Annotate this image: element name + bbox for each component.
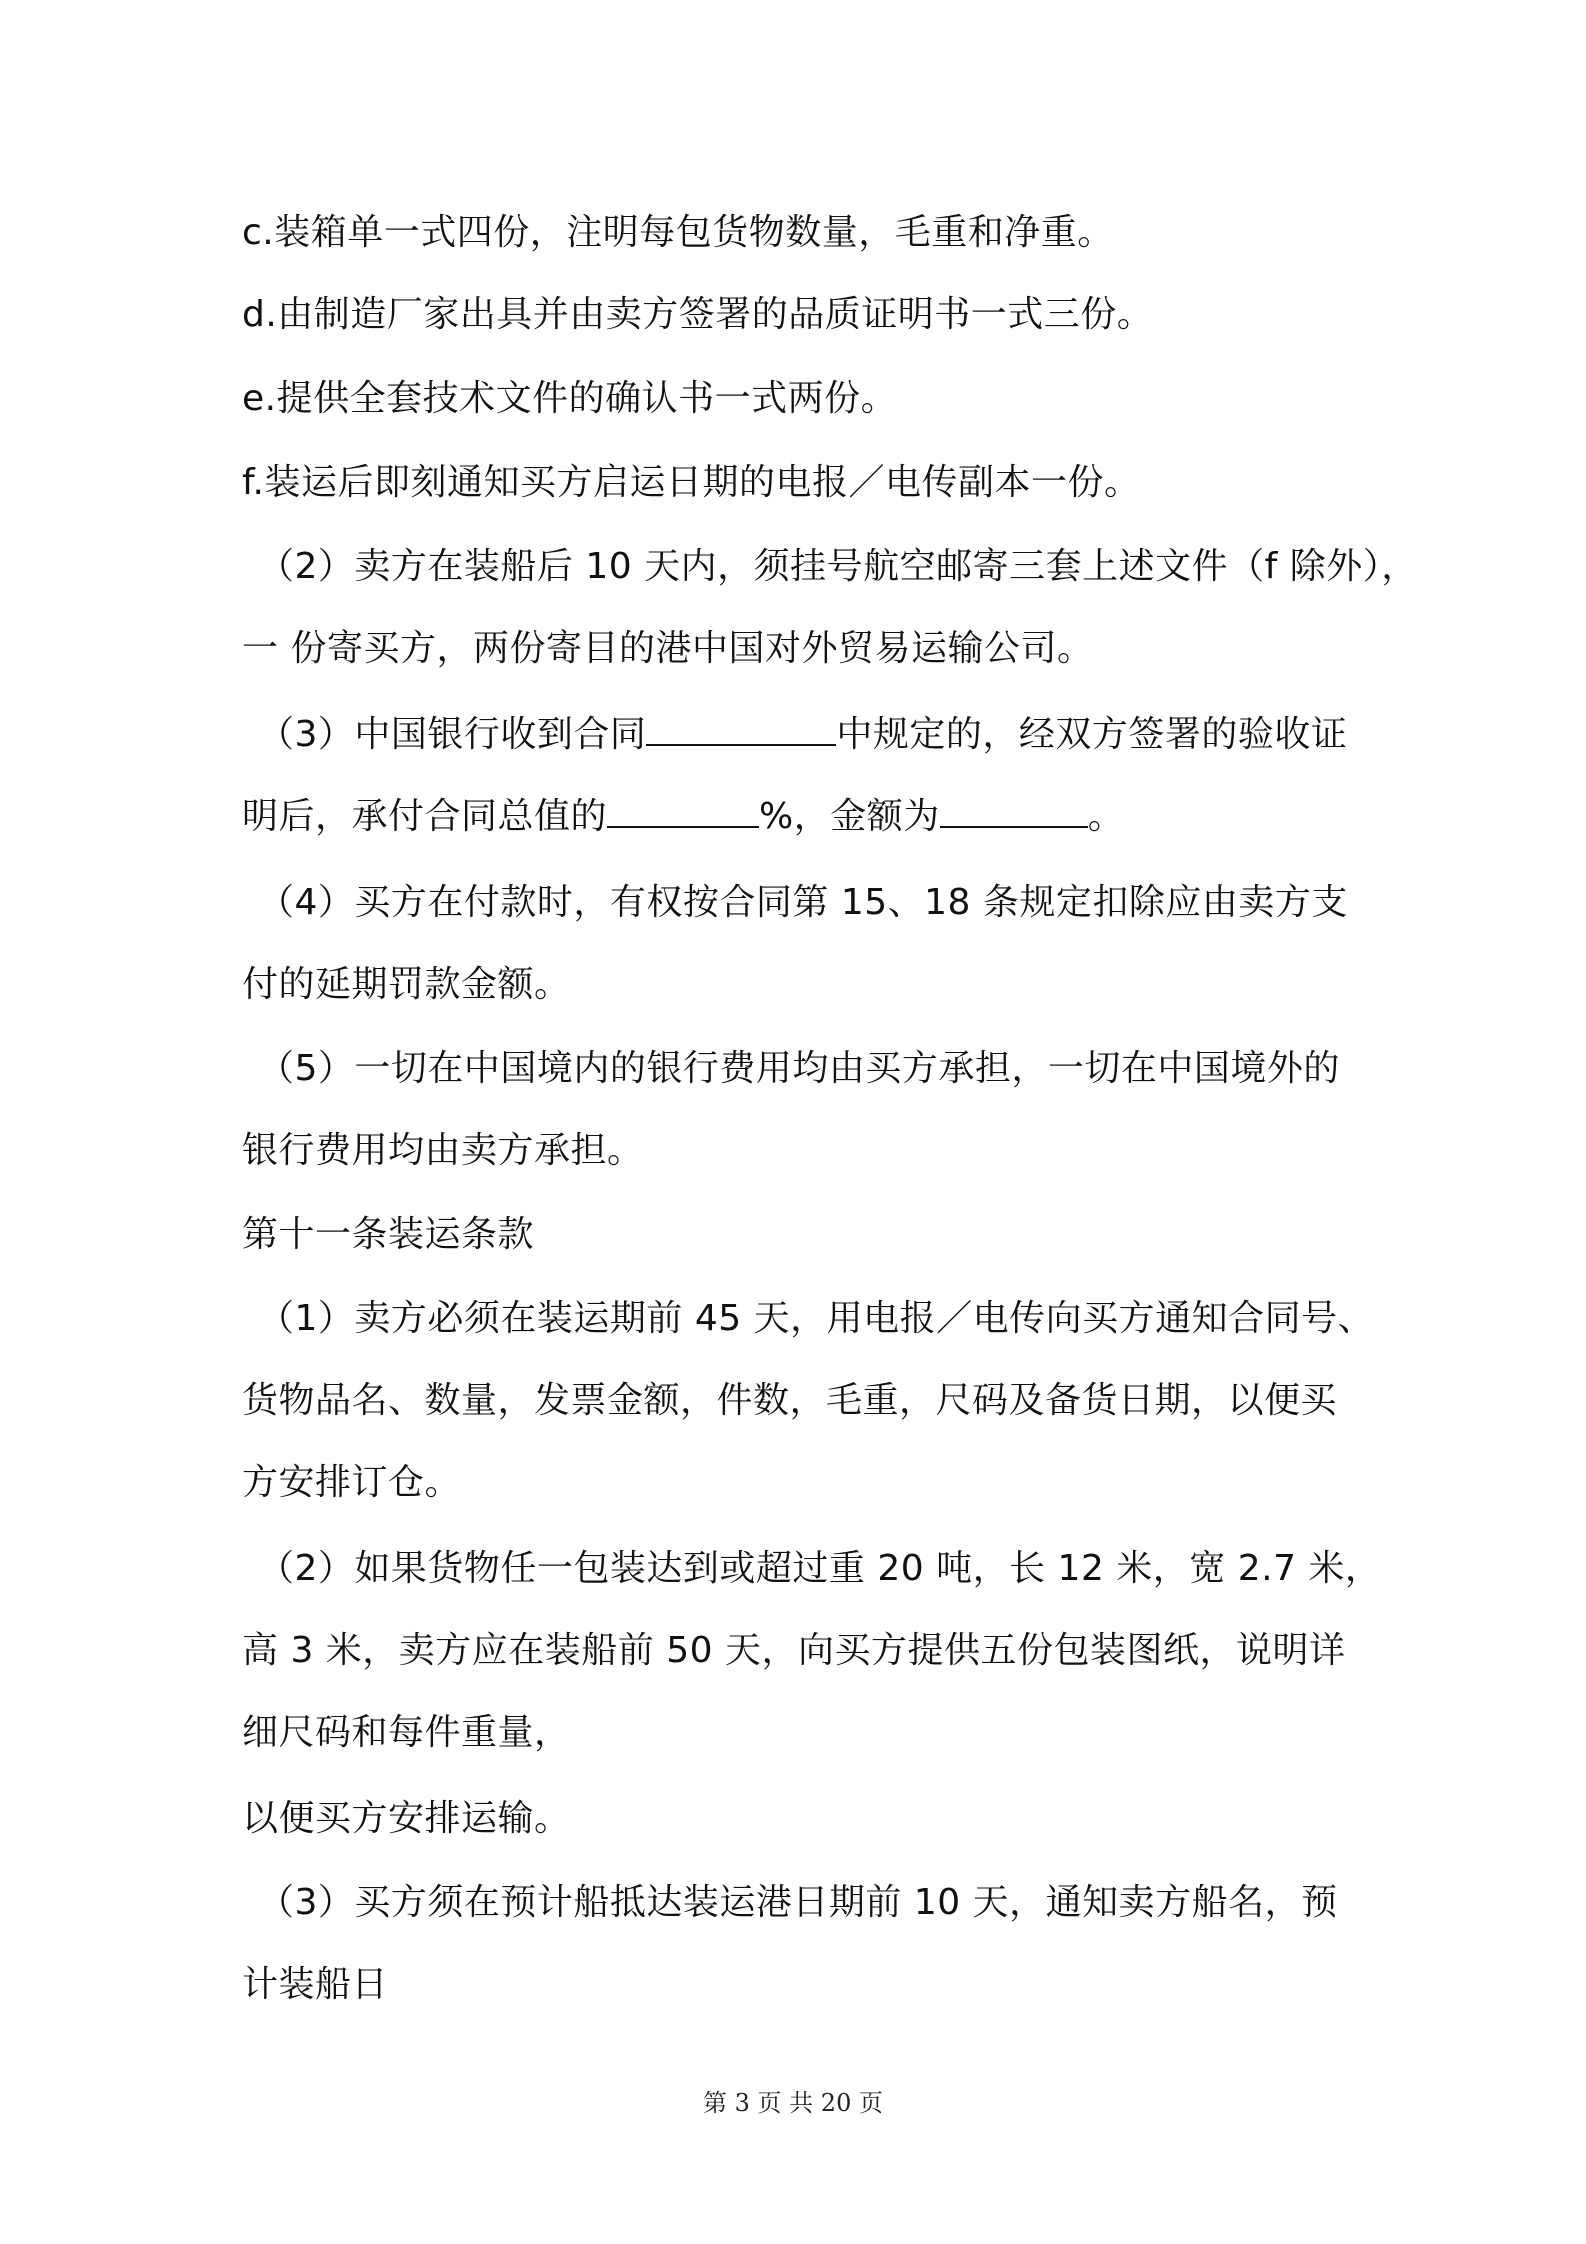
item-3b-middle: %，金额为 xyxy=(759,796,940,837)
text-line-item-3-b xyxy=(242,794,1372,840)
text-line-d: d.由制造厂家出具并由卖方签署的品质证明书一式三份。 xyxy=(242,294,1154,335)
amount-blank xyxy=(940,796,1088,828)
item-3b-prefix: 明后，承付合同总值的 xyxy=(242,796,608,837)
text-line-item-5-a: （5）一切在中国境内的银行费用均由买方承担，一切在中国境外的 xyxy=(258,1048,1340,1089)
text-line-item-2-b: 一 份寄买方，两份寄目的港中国对外贸易运输公司。 xyxy=(242,628,1094,669)
text-line-item-4-b: 付的延期罚款金额。 xyxy=(242,964,571,1005)
item-3b-end: 。 xyxy=(1087,796,1125,837)
text-line-shipping-3-a: （3）买方须在预计船抵达装运港日期前 10 天，通知卖方船名，预 xyxy=(258,1882,1338,1923)
page-number-footer: 第 3 页 共 20 页 xyxy=(703,2089,883,2117)
text-line-f: f.装运后即刻通知买方启运日期的电报／电传副本一份。 xyxy=(242,462,1141,503)
percentage-blank xyxy=(607,796,759,828)
text-line-shipping-3-b: 计装船日 xyxy=(242,1964,389,2005)
text-line-shipping-2-c: 细尺码和每件重量， xyxy=(242,1712,571,1753)
text-line-shipping-2-b: 高 3 米，卖方应在装船前 50 天，向买方提供五份包装图纸，说明详 xyxy=(242,1630,1346,1671)
item-3-suffix: 中规定的，经双方签署的验收证 xyxy=(836,714,1348,755)
text-line-shipping-1-b: 货物品名、数量，发票金额，件数，毛重，尺码及备货日期，以便买 xyxy=(242,1380,1338,1421)
text-line-c: c.装箱单一式四份，注明每包货物数量，毛重和净重。 xyxy=(242,212,1114,253)
item-3-prefix: （3）中国银行收到合同 xyxy=(258,714,647,755)
section-heading-article-11: 第十一条装运条款 xyxy=(242,1214,535,1255)
text-line-shipping-1-c: 方安排订仓。 xyxy=(242,1462,462,1503)
text-line-item-5-b: 银行费用均由卖方承担。 xyxy=(242,1130,644,1171)
text-line-shipping-2-d: 以便买方安排运输。 xyxy=(242,1798,571,1839)
text-line-e: e.提供全套技术文件的确认书一式两份。 xyxy=(242,378,898,419)
text-line-shipping-2-a: （2）如果货物任一包装达到或超过重 20 吨，长 12 米，宽 2.7 米， xyxy=(258,1548,1382,1589)
contract-clause-blank xyxy=(646,714,836,746)
text-line-item-4-a: （4）买方在付款时，有权按合同第 15、18 条规定扣除应由卖方支 xyxy=(258,882,1348,923)
text-line-item-2-a: （2）卖方在装船后 10 天内，须挂号航空邮寄三套上述文件（f 除外）， xyxy=(258,546,1418,587)
text-line-shipping-1-a: （1）卖方必须在装运期前 45 天，用电报／电传向买方通知合同号、 xyxy=(258,1298,1375,1339)
text-line-item-3-a xyxy=(258,712,1388,758)
